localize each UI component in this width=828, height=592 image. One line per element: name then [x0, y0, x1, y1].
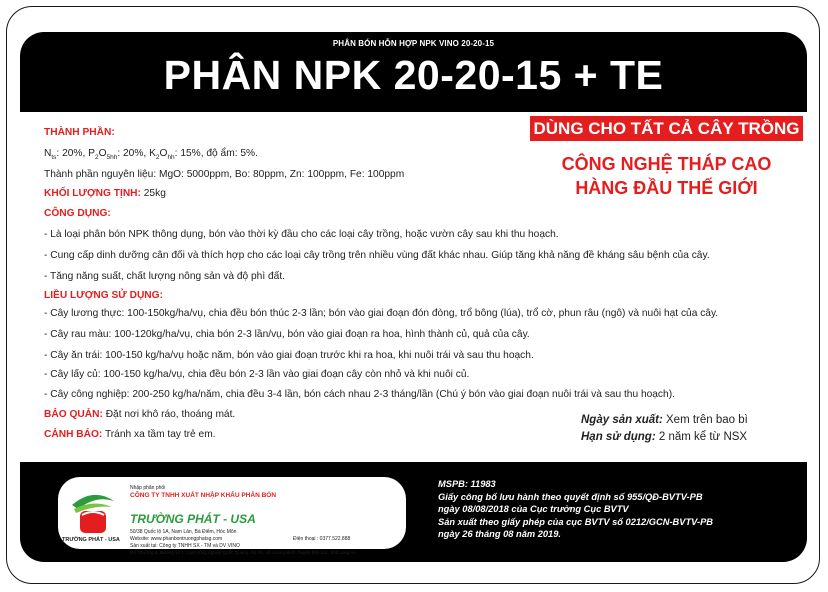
dosage-heading: LIỀU LƯỢNG SỬ DỤNG: — [44, 290, 163, 301]
company-box — [58, 477, 406, 555]
footer-band — [20, 462, 807, 562]
registration-line: Giấy công bố lưu hành theo quyết định số 955/QĐ-BVTV-PB — [438, 491, 703, 502]
dosage-item: - Cây ăn trái: 100-150 kg/ha/vụ hoặc năm, bón vào giai đoạn trước khi ra hoa, khi nuôi trái và sau thu hoạch. — [44, 350, 534, 361]
product-title: PHÂN NPK 20-20-15 + TE — [163, 52, 664, 98]
company-phone: Điện thoại : 0377.522.888 — [293, 536, 351, 542]
dates-block — [581, 412, 748, 446]
logo-caption: TRƯỜNG PHÁT - USA — [62, 537, 120, 543]
company-brand: TRƯỜNG PHÁT - USA — [130, 512, 256, 526]
made-by: Sản xuất tại: Công ty TNHH SX - TM và DV VINO — [130, 543, 240, 549]
n-value: : 20%, P — [56, 148, 95, 159]
storage-line — [44, 409, 235, 420]
manufacture-date — [581, 412, 748, 429]
weight-heading: KHỐI LƯỢNG TỊNH: — [44, 188, 141, 199]
header-band — [20, 32, 807, 112]
n-label: N — [44, 148, 52, 159]
brand-logo-icon — [66, 483, 120, 541]
composition-micro: Thành phần nguyên liệu: MgO: 5000ppm, Bo: 80ppm, Zn: 100ppm, Fe: 100ppm — [44, 169, 405, 180]
dosage-item: - Cây công nghiệp: 200-250 kg/ha/năm, chia đều 3-4 lần, bón cách nhau 2-3 tháng/lần (Chú ý bón vào giai đoạn nuôi trái và sau thu hoạch). — [44, 389, 675, 400]
registration-info — [438, 478, 713, 541]
registration-line: MSPB: 11983 — [438, 479, 496, 489]
registration-line: ngày 26 tháng 08 năm 2019. — [438, 529, 561, 539]
dosage-item: - Cây lấy củ: 100-150 kg/ha/vụ, chia đều bón 2-3 lần vào giai đoạn cây còn nhỏ và khi nuôi củ. — [44, 369, 470, 380]
p-value: : 20%, K — [117, 148, 156, 159]
company-address: 50/38 Quốc lộ 1A, Nam Lân, Bà Điểm, Hóc Môn — [130, 529, 237, 535]
manufacture-value: Xem trên bao bì — [662, 414, 748, 426]
slogan-line-2: HÀNG ĐẦU THẾ GIỚI — [575, 178, 758, 198]
usage-badge: DÙNG CHO TẤT CẢ CÂY TRỒNG — [530, 116, 803, 141]
expiry-value: 2 năm kể từ NSX — [655, 431, 748, 443]
k-value: : 15%, độ ẩm: 5%. — [174, 148, 258, 159]
uses-item: - Cung cấp dinh dưỡng cân đối và thích hợp cho các loại cây trồng trên nhiều vùng đất khác nhau. Giúp tăng khả năng đề kháng sâu bệnh của cây. — [44, 250, 710, 261]
dosage-item: - Cây lương thực: 100-150kg/ha/vụ, chia đều bón thúc 2-3 lần; bón vào giai đoạn đón đòng, trổ bông (lúa), trổ cờ, phun râu (ngô) và nuôi hạt của cây. — [44, 308, 719, 319]
uses-item: - Tăng năng suất, chất lượng nông sản và độ phì đất. — [44, 271, 285, 282]
expiry-date — [581, 429, 748, 446]
composition-npk — [44, 148, 258, 161]
k-sub1: 2 — [155, 154, 160, 162]
storage-heading: BẢO QUẢN: — [44, 409, 103, 420]
registration-line: Sản xuất theo giấy phép của cục BVTV số 0212/GCN-BVTV-PB — [438, 516, 714, 527]
p-sub1: 2 — [94, 154, 99, 162]
slogan-line-1: CÔNG NGHỆ THÁP CAO — [561, 154, 772, 174]
header-subtitle: PHÂN BÓN HỖN HỢP NPK VINO 20-20-15 — [332, 39, 495, 48]
composition-heading: THÀNH PHẦN: — [44, 127, 115, 138]
k-o: O — [159, 148, 168, 159]
warning-value: Tránh xa tầm tay trẻ em. — [102, 429, 216, 440]
warning-heading: CẢNH BÁO: — [44, 429, 103, 440]
storage-value: Đặt nơi khô ráo, thoáng mát. — [102, 409, 236, 420]
company-name: CÔNG TY TNHH XUẤT NHẬP KHẨU PHÂN BÓN — [130, 492, 277, 499]
uses-heading: CÔNG DỤNG: — [44, 208, 111, 219]
weight-line — [44, 188, 166, 199]
p-o: O — [98, 148, 107, 159]
warning-line — [44, 429, 216, 440]
uses-item: - Là loại phân bón NPK thông dụng, bón vào thời kỳ đầu cho các loại cây trồng, hoặc vườn cây sau khi thu hoạch. — [44, 229, 559, 240]
company-web: Website: www.phanbontruongphatsg.com — [130, 536, 223, 542]
dosage-item: - Cây rau màu: 100-120kg/ha/vụ, chia bón 2-3 lần/vụ, bón vào giai đoạn ra hoa, hình thành củ, quả của cây. — [44, 329, 530, 340]
expiry-label: Hạn sử dụng: — [581, 431, 656, 443]
manufacture-label: Ngày sản xuất: — [581, 414, 663, 426]
p-sub2: 5hh — [106, 154, 118, 162]
technology-slogan — [530, 152, 803, 200]
registration-line: ngày 08/08/2018 của Cục trưởng Cục BVTV — [438, 504, 629, 514]
k-sub2: hh — [167, 154, 175, 162]
n-sub: ts — [51, 154, 57, 162]
weight-value: 25kg — [140, 188, 166, 199]
factory-address: Đ/c: Đường 4, Đường số 1, Cụm công nghiệp Quốc Quang, Ấp 3A, xã Lương Bình, huyện Bến Lức, tỉnh Long An — [130, 550, 357, 555]
distributor-label: Nhập phân phối — [130, 485, 166, 491]
